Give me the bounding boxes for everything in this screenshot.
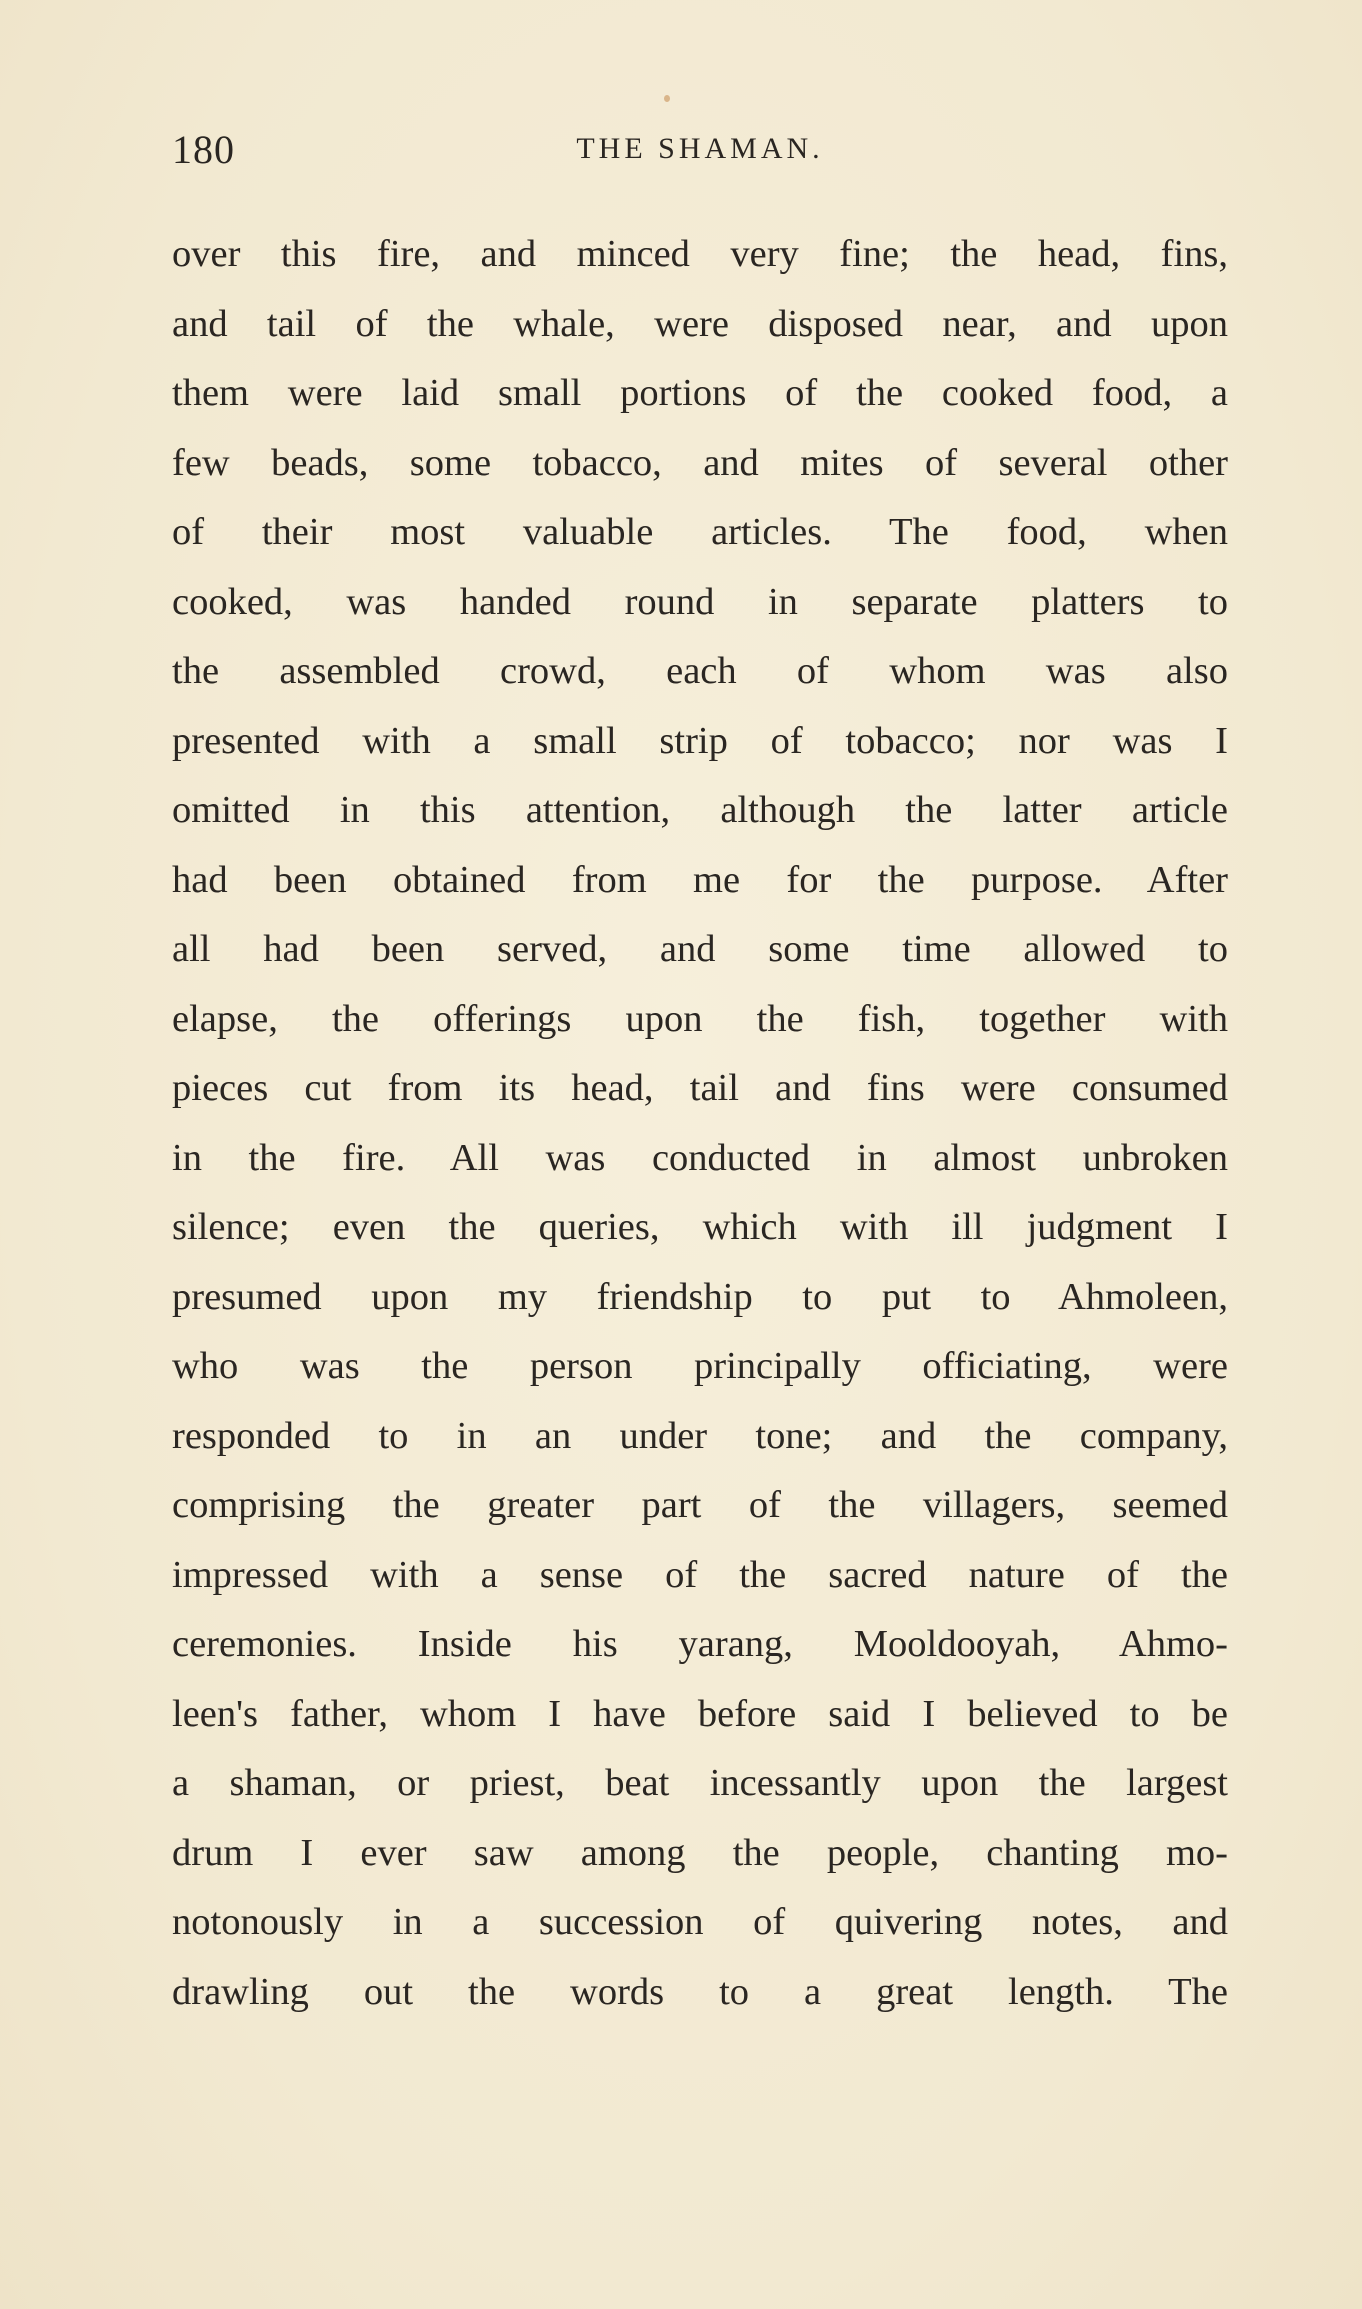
text-line — [172, 1958, 1228, 2028]
text-line — [172, 985, 1228, 1055]
text-line-content: a shaman, or priest, beat incessantly upon the largest — [172, 1762, 1228, 1804]
text-line — [172, 846, 1228, 916]
text-line — [172, 776, 1228, 846]
text-line-content: and tail of the whale, were disposed near, and upon — [172, 302, 1228, 345]
text-line-content: had been obtained from me for the purpose. After — [172, 858, 1228, 901]
text-line-content: omitted in this attention, although the latter article — [172, 789, 1228, 831]
paper-speck — [664, 95, 670, 102]
text-line-content: over this fire, and minced very fine; the head, fins, — [172, 233, 1228, 275]
text-line-content: elapse, the offerings upon the fish, together with — [172, 997, 1228, 1040]
text-line-content: comprising the greater part of the villagers, seemed — [172, 1484, 1228, 1526]
text-line-content: few beads, some tobacco, and mites of several other — [172, 441, 1228, 484]
text-line-content: presented with a small strip of tobacco; nor was I — [172, 719, 1228, 762]
text-line-content: responded to in an under tone; and the company, — [172, 1414, 1228, 1457]
text-line-content: the assembled crowd, each of whom was also — [172, 650, 1228, 692]
text-line — [172, 1680, 1228, 1750]
text-line-content: all had been served, and some time allowed to — [172, 928, 1228, 970]
text-line — [172, 1888, 1228, 1958]
text-line — [172, 1332, 1228, 1402]
text-line — [172, 1054, 1228, 1124]
text-line — [172, 1610, 1228, 1680]
running-title: THE SHAMAN. — [576, 132, 824, 165]
text-line — [172, 1263, 1228, 1333]
text-line-content: leen's father, whom I have before said I believed to be — [172, 1692, 1228, 1735]
text-line — [172, 1402, 1228, 1472]
text-line — [172, 637, 1228, 707]
text-line-content: presumed upon my friendship to put to Ahmoleen, — [172, 1275, 1228, 1318]
text-line — [172, 429, 1228, 499]
text-line — [172, 220, 1228, 290]
text-line-content: in the fire. All was conducted in almost unbroken — [172, 1136, 1228, 1179]
text-line-content: ceremonies. Inside his yarang, Mooldooyah, Ahmo- — [172, 1623, 1228, 1665]
text-line — [172, 498, 1228, 568]
text-line — [172, 915, 1228, 985]
text-line — [172, 1124, 1228, 1194]
text-line-content: cooked, was handed round in separate platters to — [172, 580, 1228, 623]
text-line — [172, 1471, 1228, 1541]
text-line — [172, 1819, 1228, 1889]
running-head — [172, 126, 1228, 176]
text-line-content: drum I ever saw among the people, chanting mo- — [172, 1831, 1228, 1874]
text-line-content: of their most valuable articles. The food, when — [172, 511, 1228, 553]
text-line-content: them were laid small portions of the cooked food, a — [172, 372, 1228, 414]
text-line — [172, 568, 1228, 638]
text-line-content: silence; even the queries, which with ill judgment I — [172, 1206, 1228, 1248]
body-text — [172, 220, 1228, 2027]
text-line — [172, 359, 1228, 429]
page-number: 180 — [172, 127, 235, 172]
text-line — [172, 290, 1228, 360]
text-line — [172, 1749, 1228, 1819]
text-line — [172, 707, 1228, 777]
text-line — [172, 1193, 1228, 1263]
text-line-content: pieces cut from its head, tail and fins were consumed — [172, 1067, 1228, 1109]
text-line-content: drawling out the words to a great length. The — [172, 1970, 1228, 2013]
text-line-content: notonously in a succession of quivering notes, and — [172, 1901, 1228, 1943]
text-line — [172, 1541, 1228, 1611]
text-line-content: impressed with a sense of the sacred nature of the — [172, 1553, 1228, 1596]
text-line-content: who was the person principally officiating, were — [172, 1345, 1228, 1387]
